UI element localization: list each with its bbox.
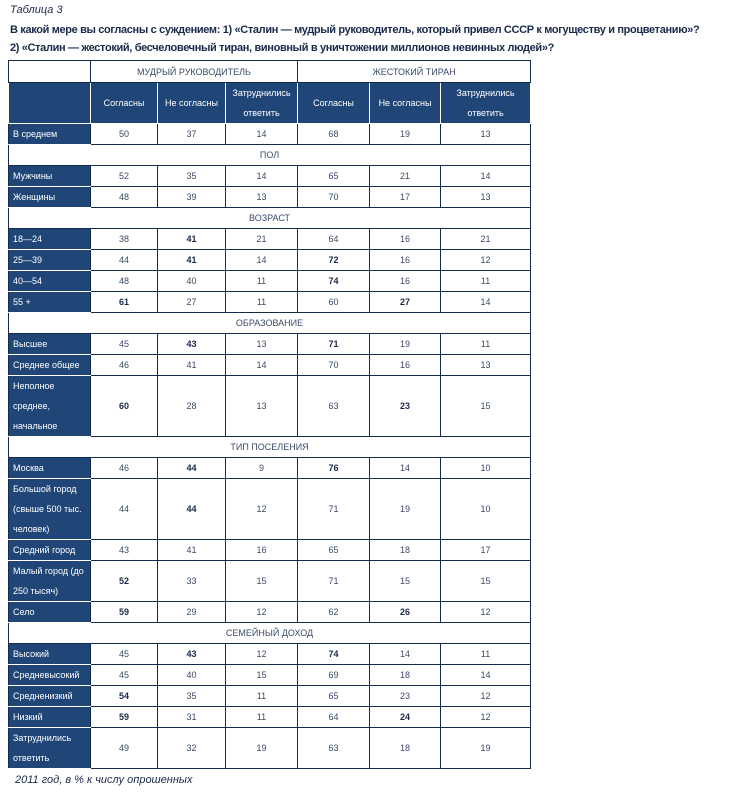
- table-row: [9, 728, 531, 769]
- row-label: Средненизкий: [9, 686, 91, 707]
- survey-table: [8, 60, 531, 769]
- value-cell: 13: [226, 376, 298, 437]
- question-2: 2) «Сталин — жестокий, бесчеловечный тиран, виновный в уничтожении миллионов невинных людей»?: [10, 42, 554, 54]
- value-cell: 41: [158, 355, 226, 376]
- value-cell: 45: [91, 665, 158, 686]
- column-header: Не согласны: [370, 83, 441, 124]
- value-cell: 11: [441, 334, 531, 355]
- value-cell: 14: [226, 166, 298, 187]
- value-cell: 12: [441, 707, 531, 728]
- value-cell: 13: [441, 355, 531, 376]
- value-cell: 24: [370, 707, 441, 728]
- row-label: Высшее: [9, 334, 91, 355]
- value-cell: 59: [91, 707, 158, 728]
- value-cell: 14: [370, 644, 441, 665]
- row-label: Неполное среднее, начальное: [9, 376, 91, 437]
- value-cell: 59: [91, 602, 158, 623]
- value-cell: 14: [226, 124, 298, 145]
- value-cell: 15: [370, 561, 441, 602]
- row-label: В среднем: [9, 124, 91, 145]
- corner-cell: [9, 61, 91, 83]
- value-cell: 74: [298, 271, 370, 292]
- value-cell: 13: [441, 187, 531, 208]
- value-cell: 14: [441, 166, 531, 187]
- table-row: [9, 292, 531, 313]
- value-cell: 63: [298, 728, 370, 769]
- row-label: Большой город (свыше 500 тыс. человек): [9, 479, 91, 540]
- value-cell: 15: [226, 665, 298, 686]
- value-cell: 16: [370, 250, 441, 271]
- section-header: СЕМЕЙНЫЙ ДОХОД: [9, 623, 531, 644]
- value-cell: 71: [298, 561, 370, 602]
- section-header: ТИП ПОСЕЛЕНИЯ: [9, 437, 531, 458]
- value-cell: 46: [91, 355, 158, 376]
- value-cell: 71: [298, 334, 370, 355]
- value-cell: 11: [226, 292, 298, 313]
- value-cell: 16: [370, 355, 441, 376]
- table-row: [9, 229, 531, 250]
- value-cell: 13: [441, 124, 531, 145]
- value-cell: 28: [158, 376, 226, 437]
- table-row: [9, 665, 531, 686]
- value-cell: 45: [91, 334, 158, 355]
- table-row: [9, 187, 531, 208]
- section-row: [9, 623, 531, 644]
- table-row: [9, 166, 531, 187]
- row-label: 40—54: [9, 271, 91, 292]
- value-cell: 74: [298, 644, 370, 665]
- value-cell: 11: [226, 271, 298, 292]
- value-cell: 18: [370, 540, 441, 561]
- value-cell: 10: [441, 458, 531, 479]
- value-cell: 21: [370, 166, 441, 187]
- value-cell: 26: [370, 602, 441, 623]
- table-row: [9, 334, 531, 355]
- value-cell: 44: [91, 479, 158, 540]
- value-cell: 35: [158, 166, 226, 187]
- value-cell: 19: [370, 124, 441, 145]
- value-cell: 64: [298, 707, 370, 728]
- value-cell: 11: [226, 707, 298, 728]
- value-cell: 16: [226, 540, 298, 561]
- value-cell: 23: [370, 686, 441, 707]
- row-label: Средний город: [9, 540, 91, 561]
- value-cell: 43: [158, 334, 226, 355]
- table-row: [9, 540, 531, 561]
- table-caption: Таблица 3: [10, 4, 63, 16]
- section-row: [9, 437, 531, 458]
- row-label: 25—39: [9, 250, 91, 271]
- row-label: Село: [9, 602, 91, 623]
- value-cell: 63: [298, 376, 370, 437]
- value-cell: 31: [158, 707, 226, 728]
- table-row: [9, 458, 531, 479]
- value-cell: 32: [158, 728, 226, 769]
- value-cell: 17: [441, 540, 531, 561]
- table-row: [9, 602, 531, 623]
- value-cell: 12: [226, 644, 298, 665]
- row-label: Мужчины: [9, 166, 91, 187]
- section-row: [9, 313, 531, 334]
- value-cell: 9: [226, 458, 298, 479]
- value-cell: 64: [298, 229, 370, 250]
- value-cell: 76: [298, 458, 370, 479]
- value-cell: 27: [370, 292, 441, 313]
- value-cell: 18: [370, 665, 441, 686]
- value-cell: 12: [441, 250, 531, 271]
- group-header-row: [9, 61, 531, 83]
- value-cell: 50: [91, 124, 158, 145]
- value-cell: 19: [370, 479, 441, 540]
- value-cell: 14: [441, 665, 531, 686]
- value-cell: 37: [158, 124, 226, 145]
- table-row: [9, 355, 531, 376]
- column-header-blank: [9, 83, 91, 124]
- value-cell: 48: [91, 271, 158, 292]
- value-cell: 19: [370, 334, 441, 355]
- value-cell: 44: [158, 458, 226, 479]
- row-label: Средневысокий: [9, 665, 91, 686]
- table-row: [9, 271, 531, 292]
- value-cell: 19: [441, 728, 531, 769]
- value-cell: 15: [226, 561, 298, 602]
- value-cell: 33: [158, 561, 226, 602]
- value-cell: 71: [298, 479, 370, 540]
- value-cell: 12: [226, 602, 298, 623]
- value-cell: 40: [158, 271, 226, 292]
- column-header: Не согласны: [158, 83, 226, 124]
- column-header: Согласны: [91, 83, 158, 124]
- value-cell: 41: [158, 540, 226, 561]
- value-cell: 61: [91, 292, 158, 313]
- section-row: [9, 208, 531, 229]
- table-row: [9, 561, 531, 602]
- value-cell: 65: [298, 686, 370, 707]
- value-cell: 10: [441, 479, 531, 540]
- value-cell: 65: [298, 540, 370, 561]
- value-cell: 68: [298, 124, 370, 145]
- row-label: 55 +: [9, 292, 91, 313]
- table-row: [9, 686, 531, 707]
- section-row: [9, 145, 531, 166]
- column-header: Затруднились ответить: [441, 83, 531, 124]
- value-cell: 43: [158, 644, 226, 665]
- table-row: [9, 707, 531, 728]
- value-cell: 70: [298, 187, 370, 208]
- value-cell: 54: [91, 686, 158, 707]
- row-label: Среднее общее: [9, 355, 91, 376]
- value-cell: 65: [298, 166, 370, 187]
- value-cell: 17: [370, 187, 441, 208]
- value-cell: 72: [298, 250, 370, 271]
- section-header: ПОЛ: [9, 145, 531, 166]
- value-cell: 13: [226, 334, 298, 355]
- value-cell: 11: [441, 644, 531, 665]
- value-cell: 21: [441, 229, 531, 250]
- value-cell: 60: [91, 376, 158, 437]
- value-cell: 38: [91, 229, 158, 250]
- value-cell: 45: [91, 644, 158, 665]
- section-header: ОБРАЗОВАНИЕ: [9, 313, 531, 334]
- value-cell: 62: [298, 602, 370, 623]
- value-cell: 60: [298, 292, 370, 313]
- table-row: [9, 479, 531, 540]
- table-row: [9, 124, 531, 145]
- value-cell: 35: [158, 686, 226, 707]
- value-cell: 52: [91, 561, 158, 602]
- question-1: В какой мере вы согласны с суждением: 1) «Сталин — мудрый руководитель, который привел СССР к могуществу и процветанию»?: [10, 24, 700, 36]
- value-cell: 16: [370, 271, 441, 292]
- value-cell: 69: [298, 665, 370, 686]
- row-label: 18—24: [9, 229, 91, 250]
- value-cell: 23: [370, 376, 441, 437]
- row-label: Москва: [9, 458, 91, 479]
- row-label: Малый город (до 250 тысяч): [9, 561, 91, 602]
- value-cell: 12: [441, 602, 531, 623]
- value-cell: 49: [91, 728, 158, 769]
- row-label: Низкий: [9, 707, 91, 728]
- value-cell: 44: [91, 250, 158, 271]
- value-cell: 15: [441, 561, 531, 602]
- value-cell: 40: [158, 665, 226, 686]
- column-header: Затруднились ответить: [226, 83, 298, 124]
- group-header-cruel-tyrant: ЖЕСТОКИЙ ТИРАН: [298, 61, 531, 83]
- table-row: [9, 250, 531, 271]
- value-cell: 11: [226, 686, 298, 707]
- value-cell: 44: [158, 479, 226, 540]
- value-cell: 15: [441, 376, 531, 437]
- value-cell: 13: [226, 187, 298, 208]
- value-cell: 48: [91, 187, 158, 208]
- value-cell: 29: [158, 602, 226, 623]
- value-cell: 27: [158, 292, 226, 313]
- value-cell: 70: [298, 355, 370, 376]
- value-cell: 41: [158, 229, 226, 250]
- value-cell: 21: [226, 229, 298, 250]
- row-label: Высокий: [9, 644, 91, 665]
- value-cell: 43: [91, 540, 158, 561]
- value-cell: 14: [226, 355, 298, 376]
- value-cell: 41: [158, 250, 226, 271]
- value-cell: 18: [370, 728, 441, 769]
- value-cell: 39: [158, 187, 226, 208]
- value-cell: 14: [226, 250, 298, 271]
- table-row: [9, 644, 531, 665]
- table-row: [9, 376, 531, 437]
- value-cell: 11: [441, 271, 531, 292]
- footnote: 2011 год, в % к числу опрошенных: [15, 774, 193, 786]
- value-cell: 14: [370, 458, 441, 479]
- value-cell: 19: [226, 728, 298, 769]
- value-cell: 46: [91, 458, 158, 479]
- row-label: Женщины: [9, 187, 91, 208]
- section-header: ВОЗРАСТ: [9, 208, 531, 229]
- value-cell: 12: [226, 479, 298, 540]
- row-label: Затруднились ответить: [9, 728, 91, 769]
- value-cell: 14: [441, 292, 531, 313]
- value-cell: 16: [370, 229, 441, 250]
- value-cell: 52: [91, 166, 158, 187]
- group-header-wise-leader: МУДРЫЙ РУКОВОДИТЕЛЬ: [91, 61, 298, 83]
- column-header-row: [9, 83, 531, 124]
- value-cell: 12: [441, 686, 531, 707]
- column-header: Согласны: [298, 83, 370, 124]
